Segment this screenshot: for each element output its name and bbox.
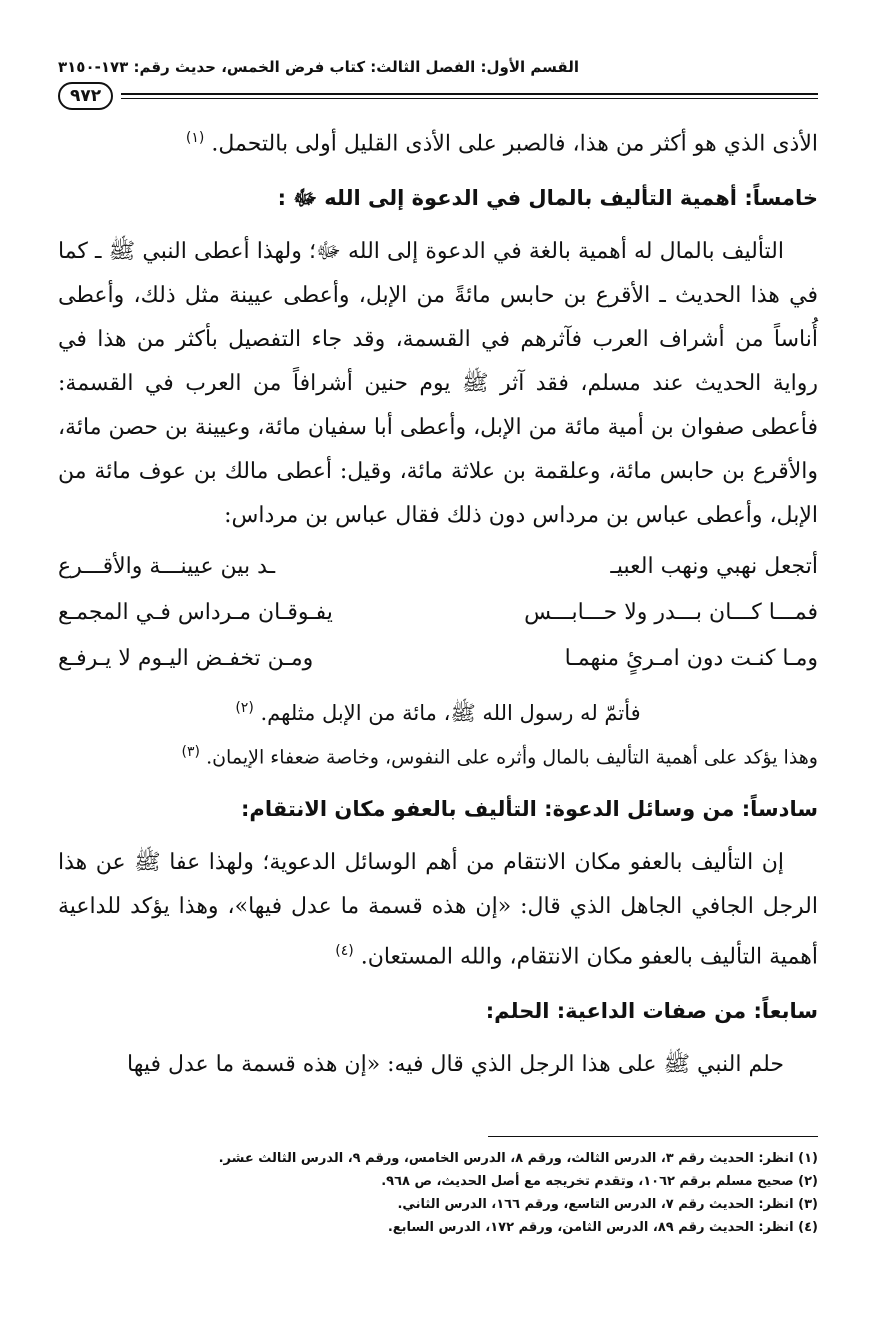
section-heading-sixth: سادساً: من وسائل الدعوة: التأليف بالعفو مكان الانتقام: [241, 796, 818, 821]
page-content [58, 116, 818, 1087]
page-number-badge: ٩٧٢ [58, 82, 113, 110]
verse-second-hemistich: يفـوقـان مـرداس فـي المجمـع [58, 600, 333, 626]
footnote-item: (١) انظر: الحديث رقم ٣، الدرس الثالث، ورقم ٨، الدرس الخامس، ورقم ٩، الدرس الثالث عشر. [218, 1151, 818, 1166]
verse-second-hemistich: ـد بين عيينـــة والأقـــرع [58, 554, 276, 580]
footnote-reference: (٣) [181, 744, 201, 761]
footnote-item: (٤) انظر: الحديث رقم ٨٩، الدرس الثامن، ورقم ١٧٢، الدرس السابع. [387, 1220, 818, 1235]
verse-first-hemistich: فمـــا كـــان بـــدر ولا حـــابـــس [524, 600, 818, 626]
header-row [58, 82, 818, 110]
poem-verses [58, 544, 818, 682]
verse-first-hemistich: ومـا كنـت دون امـرئٍ منهمـا [564, 646, 818, 672]
section-heading-seventh: سابعاً: من صفات الداعية: الحلم: [485, 998, 818, 1023]
book-page [58, 56, 818, 1294]
footnote-reference: (٢) [235, 700, 254, 717]
paragraph-continuation [58, 116, 818, 166]
paragraph-completion [58, 688, 818, 733]
verse-second-hemistich: ومـن تخفـض اليـوم لا يـرفـع [58, 646, 314, 672]
section-heading-fifth: خامساً: أهمية التأليف بالمال في الدعوة إلى الله ﷻ : [277, 186, 818, 211]
header-rule [121, 93, 818, 99]
running-header: القسم الأول: الفصل الثالث: كتاب فرض الخمس، حديث رقم: ١٧٣-٣١٥٠ [58, 58, 579, 76]
paragraph-tallif-bil-mal: التأليف بالمال له أهمية بالغة في الدعوة إلى الله ﷻ؛ ولهذا أعطى النبي ﷺ ـ كما في هذا الحديث ـ الأقرع بن حابس مائةً من الإبل، وأعطى عيينة مثل ذلك، وأعطى أُناساً من أشراف العرب فآثرهم في القسمة، وقد جاء التفصيل بأكثر من هذا في رواية الحديث عند مسلم، فقد آثر ﷺ يوم حنين أشرافاً من العرب في القسمة: فأعطى صفوان بن أمية مائة من الإبل، وأعطى أبا سفيان مائة، وعيينة بن حصن مائة، والأقرع بن حابس مائة، وعلقمة بن علاثة مائة، وقيل: أعطى مالك بن عوف مائة من الإبل، وأعطى عباس بن مرداس دون ذلك فقال عباس بن مرداس: [58, 239, 818, 529]
footnote-reference: (١) [185, 130, 205, 146]
poem-verse [58, 636, 818, 682]
verse-first-hemistich: أتجعل نهبي ونهب العبيـ [610, 554, 818, 580]
footnote-separator [488, 1136, 818, 1137]
paragraph-text: الأذى الذي هو أكثر من هذا، فالصبر على الأذى القليل أولى بالتحمل. [211, 131, 818, 157]
paragraph-emphasis [58, 733, 818, 776]
footnote-item: (٣) انظر: الحديث رقم ٧، الدرس التاسع، ورقم ١٦٦، الدرس الثاني. [397, 1197, 818, 1212]
paragraph-text: فأتمّ له رسول الله ﷺ، مائة من الإبل مثلهم. [260, 701, 641, 726]
poem-verse [58, 590, 818, 636]
paragraph-afw [58, 841, 818, 979]
footnotes [58, 1136, 818, 1239]
paragraph-text: إن التأليف بالعفو مكان الانتقام من أهم الوسائل الدعوية؛ ولهذا عفا ﷺ عن هذا الرجل الجافي الجاهل الذي قال: «إن هذه قسمة ما عدل فيها»، وهذا يؤكد للداعية أهمية التأليف بالعفو مكان الانتقام، والله المستعان. [58, 849, 819, 969]
footnote-item: (٢) صحيح مسلم برقم ١٠٦٢، وتقدم تخريجه مع أصل الحديث، ص ٩٦٨. [381, 1174, 818, 1189]
paragraph-text: وهذا يؤكد على أهمية التأليف بالمال وأثره على النفوس، وخاصة ضعفاء الإيمان. [206, 746, 818, 769]
paragraph-hilm: حلم النبي ﷺ على هذا الرجل الذي قال فيه: «إن هذه قسمة ما عدل فيها [126, 1051, 784, 1077]
poem-verse [58, 544, 818, 590]
footnote-reference: (٤) [335, 942, 354, 959]
